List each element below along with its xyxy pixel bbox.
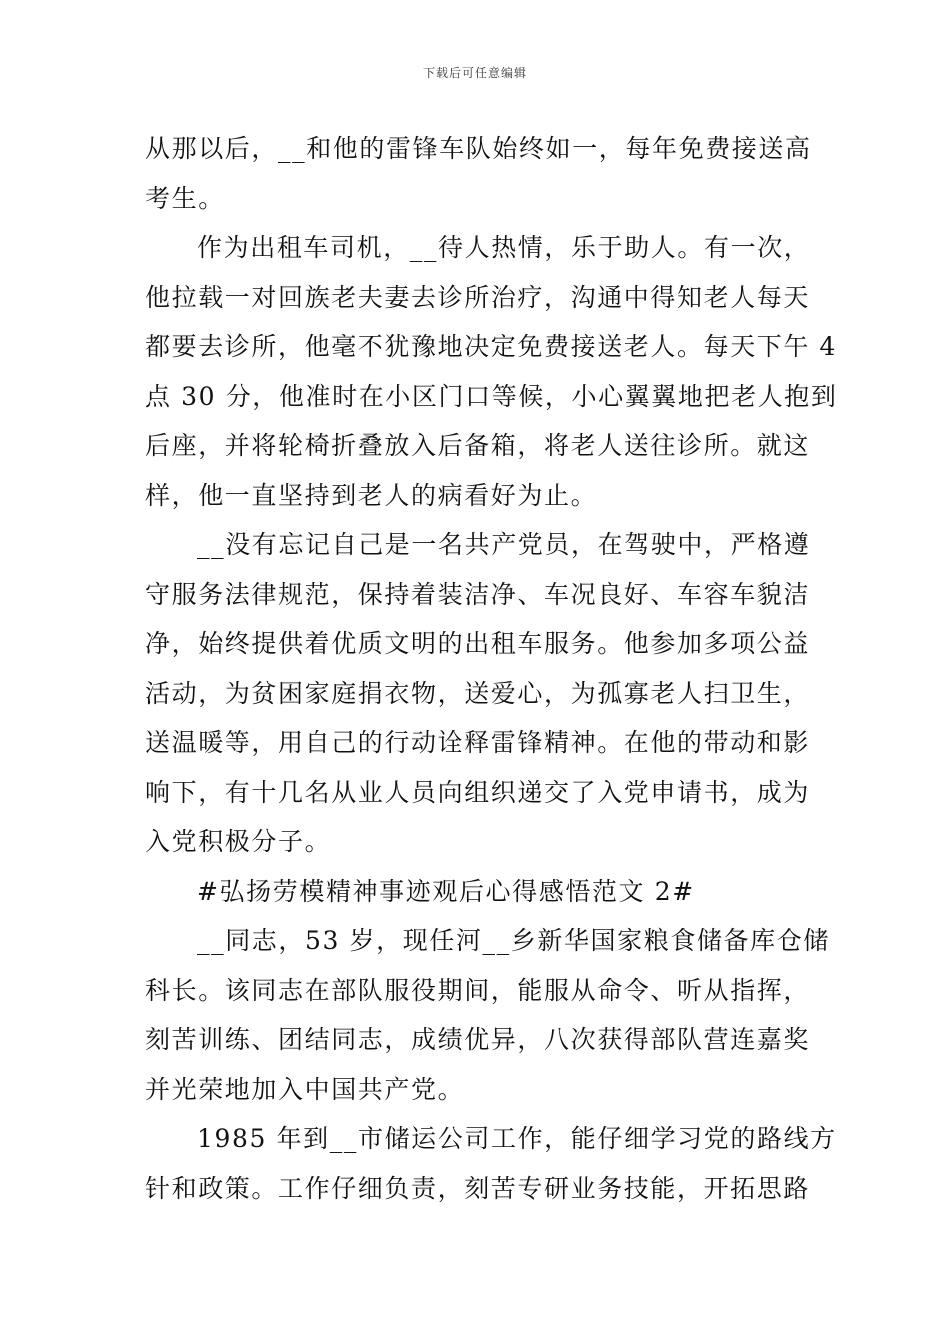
text-line: 1985 年到__市储运公司工作，能仔细学习党的路线方 bbox=[197, 1124, 837, 1153]
section-heading: #弘扬劳模精神事迹观后心得感悟范文 2# bbox=[197, 876, 695, 906]
text-line: __没有忘记自己是一名共产党员，在驾驶中，严格遵 bbox=[197, 530, 811, 559]
text-line: 响下，有十几名从业人员向组织递交了入党申请书，成为 bbox=[145, 777, 811, 807]
text-line: 净，始终提供着优质文明的出租车服务。他参加多项公益 bbox=[145, 629, 811, 658]
document-body bbox=[145, 124, 838, 1213]
text-line: 点 30 分，他准时在小区门口等候，小心翼翼地把老人抱到 bbox=[145, 381, 838, 411]
text-line: 他拉载一对回族老夫妻去诊所治疗，沟通中得知老人每天 bbox=[145, 282, 811, 312]
text-line: 都要去诊所，他毫不犹豫地决定免费接送老人。每天下午 4 bbox=[145, 332, 838, 361]
text-line: 针和政策。工作仔细负责，刻苦专研业务技能，开拓思路 bbox=[145, 1173, 811, 1203]
text-line: __同志，53 岁，现任河__乡新华国家粮食储备库仓储 bbox=[197, 926, 830, 955]
text-line: 从那以后，__和他的雷锋车队始终如一，每年免费接送高 bbox=[145, 134, 812, 163]
text-line: 后座，并将轮椅折叠放入后备箱，将老人送往诊所。就这 bbox=[145, 431, 811, 460]
text-line: 刻苦训练、团结同志，成绩优异，八次获得部队营连嘉奖 bbox=[145, 1025, 811, 1054]
page-header: 下载后可任意编辑 bbox=[422, 66, 527, 80]
text-line: 守服务法律规范，保持着装洁净、车况良好、车容车貌洁 bbox=[145, 579, 811, 609]
text-line: 活动，为贫困家庭捐衣物，送爱心，为孤寡老人扫卫生， bbox=[145, 678, 811, 708]
text-line: 入党积极分子。 bbox=[145, 827, 332, 856]
text-line: 并光荣地加入中国共产党。 bbox=[145, 1074, 465, 1104]
text-line: 科长。该同志在部队服役期间，能服从命令、听从指挥， bbox=[145, 975, 811, 1005]
text-line: 考生。 bbox=[145, 183, 225, 213]
text-line: 送温暖等，用自己的行动诠释雷锋精神。在他的带动和影 bbox=[145, 728, 811, 757]
text-line: 样，他一直坚持到老人的病看好为止。 bbox=[145, 480, 598, 510]
text-line: 作为出租车司机，__待人热情，乐于助人。有一次， bbox=[197, 233, 811, 262]
